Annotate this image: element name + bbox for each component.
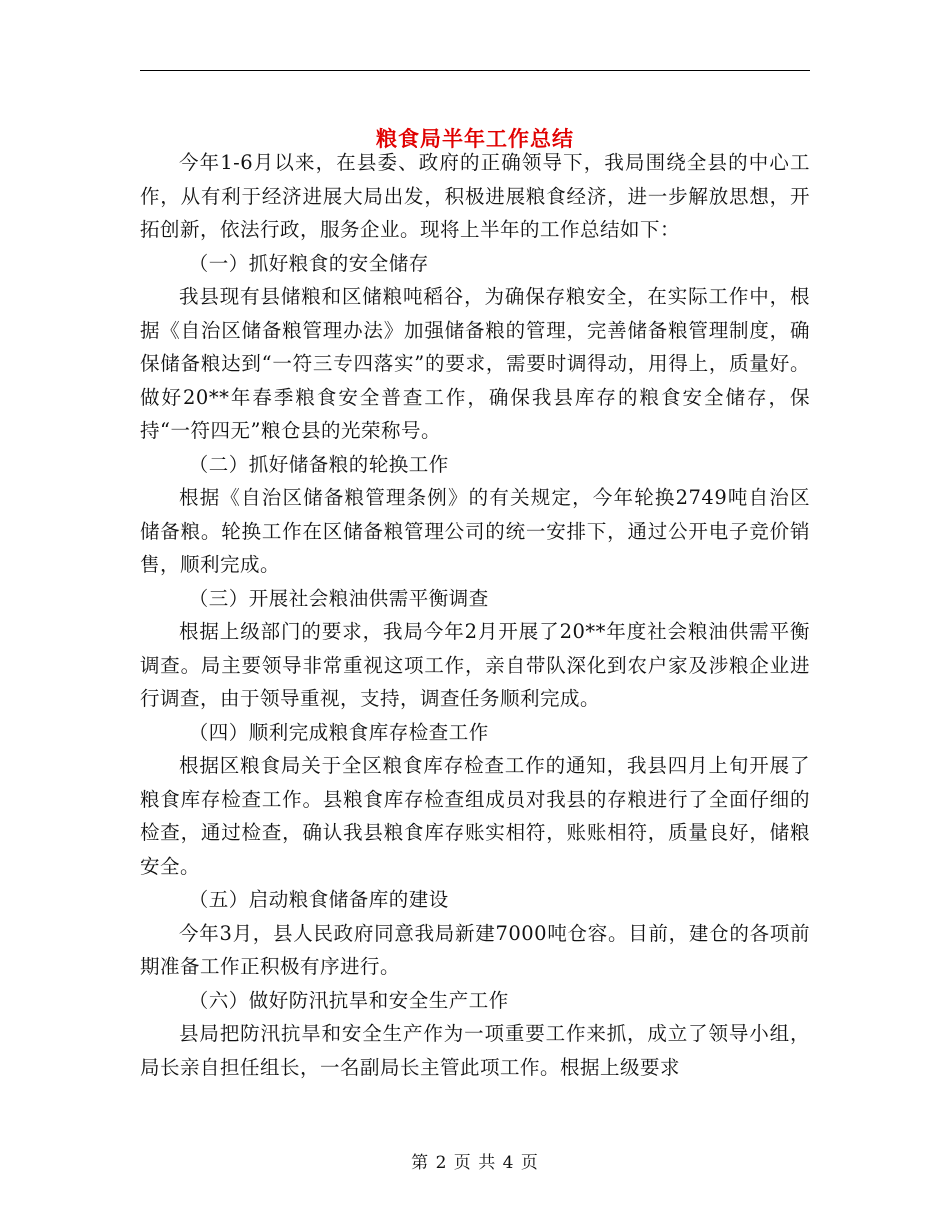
paragraph-section-6: 县局把防汛抗旱和安全生产作为一项重要工作来抓，成立了领导小组，局长亲自担任组长，一名副局长主管此项工作。根据上级要求 bbox=[140, 1022, 810, 1079]
section-heading-4: （四）顺利完成粮食库存检查工作 bbox=[188, 720, 489, 744]
paragraph-section-2: 根据《自治区储备粮管理条例》的有关规定，今年轮换2749吨自治区储备粮。轮换工作在区储备粮管理公司的统一安排下，通过公开电子竞价销售，顺利完成。 bbox=[140, 486, 810, 576]
document-body bbox=[140, 146, 810, 1084]
paragraph-section-3: 根据上级部门的要求，我局今年2月开展了20**年度社会粮油供需平衡调查。局主要领导非常重视这项工作，亲自带队深化到农户家及涉粮企业进行调查，由于领导重视，支持，调查任务顺利完成。 bbox=[140, 620, 810, 710]
document-title: 粮食局半年工作总结 bbox=[376, 126, 574, 152]
section-heading-6: （六）做好防汛抗旱和安全生产工作 bbox=[188, 988, 509, 1012]
paragraph-section-4: 根据区粮食局关于全区粮食库存检查工作的通知，我县四月上旬开展了粮食库存检查工作。县粮食库存检查组成员对我县的存粮进行了全面仔细的检查，通过检查，确认我县粮食库存账实相符，账账相符，质量良好，储粮安全。 bbox=[140, 754, 810, 878]
section-heading-3: （三）开展社会粮油供需平衡调查 bbox=[188, 586, 489, 610]
section-heading-1: （一）抓好粮食的安全储存 bbox=[188, 251, 429, 275]
paragraph-intro: 今年1-6月以来，在县委、政府的正确领导下，我局围绕全县的中心工作，从有利于经济进展大局出发，积极进展粮食经济，进一步解放思想，开拓创新，依法行政，服务企业。现将上半年的工作总结如下： bbox=[140, 151, 810, 241]
page-number: 第 2 页 共 4 页 bbox=[411, 1153, 539, 1173]
section-heading-2: （二）抓好储备粮的轮换工作 bbox=[188, 452, 449, 476]
header-rule bbox=[140, 70, 810, 71]
section-heading-5: （五）启动粮食储备库的建设 bbox=[188, 888, 449, 911]
paragraph-section-5: 今年3月，县人民政府同意我局新建7000吨仓容。目前，建仓的各项前期准备工作正积极有序进行。 bbox=[140, 921, 810, 978]
paragraph-section-1: 我县现有县储粮和区储粮吨稻谷，为确保存粮安全，在实际工作中，根据《自治区储备粮管理办法》加强储备粮的管理，完善储备粮管理制度，确保储备粮达到“一符三专四落实”的要求，需要时调得动，用得上，质量好。做好20**年春季粮食安全普查工作，确保我县库存的粮食安全储存，保持“一符四无”粮仓县的光荣称号。 bbox=[140, 285, 810, 442]
